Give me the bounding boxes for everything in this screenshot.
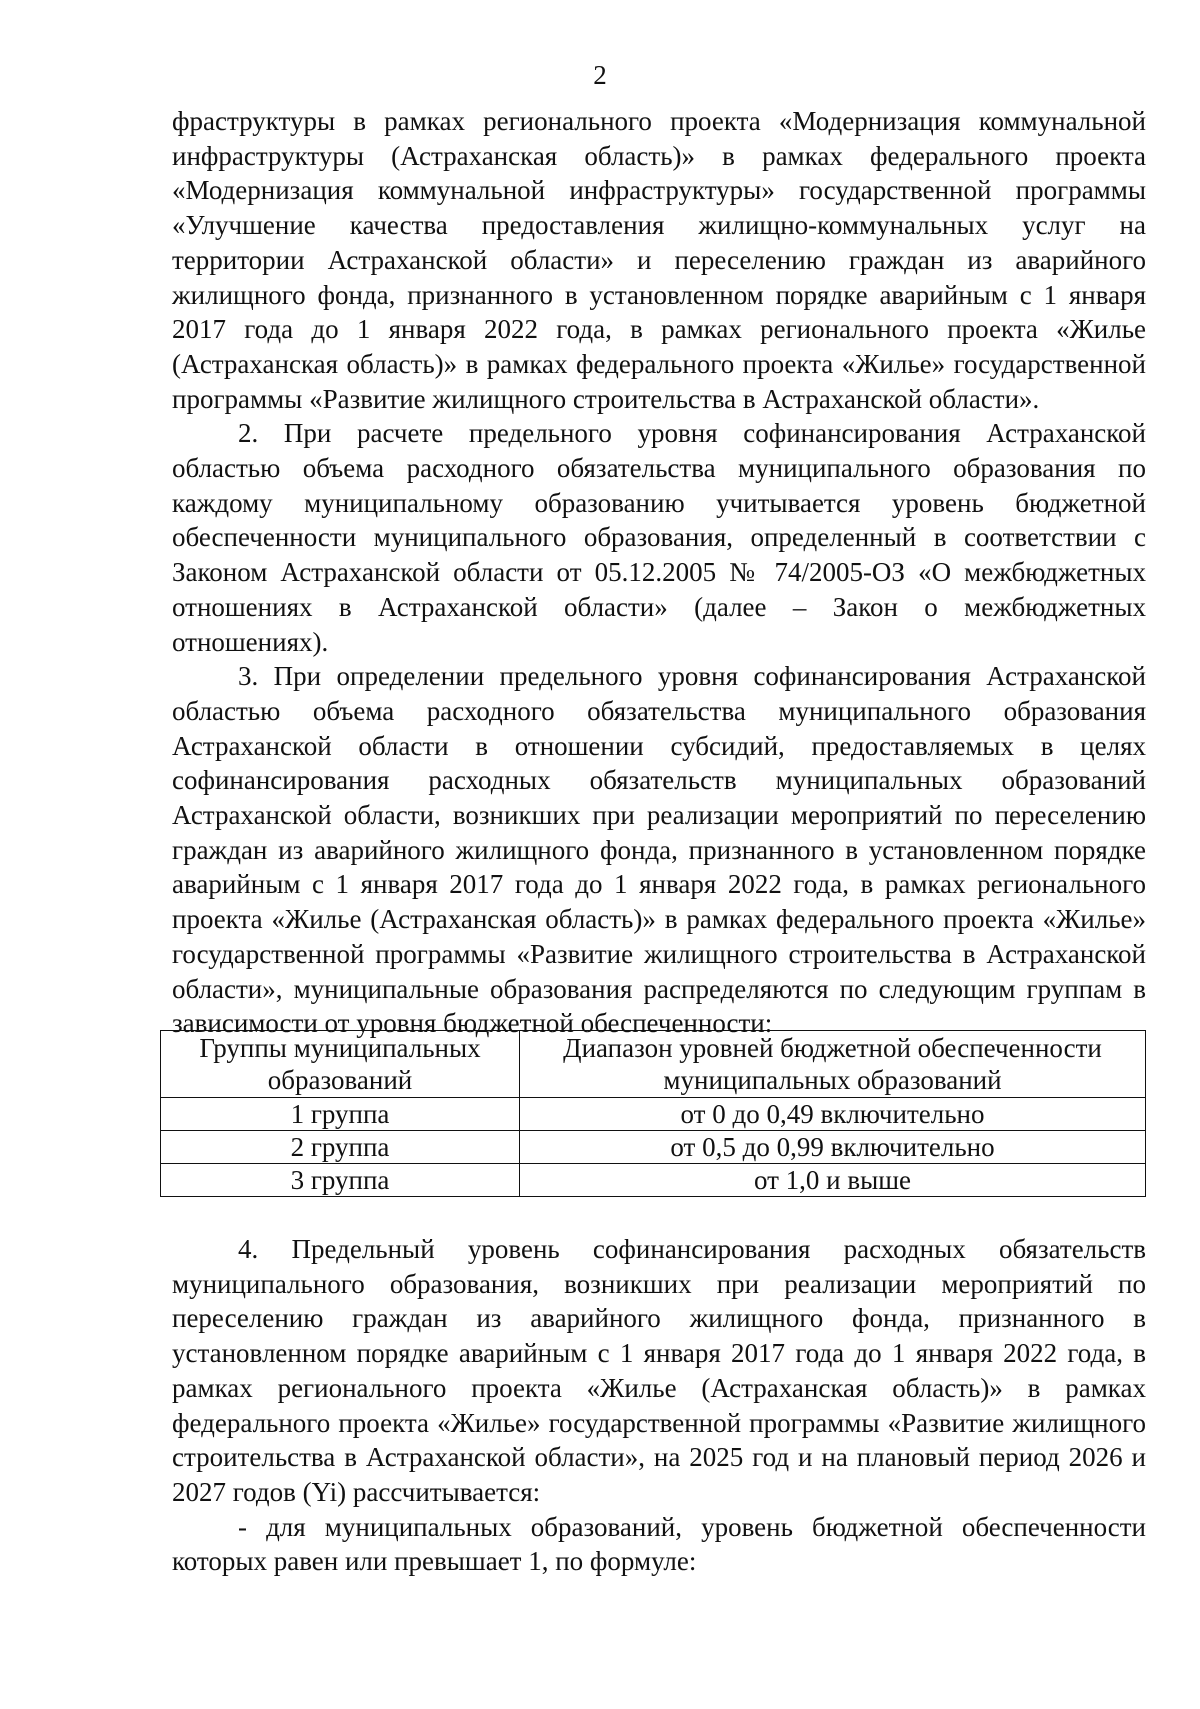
paragraph-5: - для муниципальных образований, уровень бюджетной обеспеченности которых равен или превышает 1, по формуле: xyxy=(172,1511,1146,1577)
body-text-lower xyxy=(172,1232,1146,1579)
budget-groups-table-wrap xyxy=(160,1030,1146,1197)
table-row xyxy=(161,1098,1146,1131)
table-row xyxy=(161,1164,1146,1197)
paragraph-4: 4. Предельный уровень софинансирования расходных обязательств муниципального образования, возникших при реализации мероприятий по переселению граждан из аварийного жилищного фонда, признанного в установленном порядке аварийным с 1 января 2017 года до 1 января 2022 года, в рамках регионального проекта «Жилье (Астраханская область)» в рамках федерального проекта «Жилье» государственной программы «Развитие жилищного строительства в Астраханской области», на 2025 год и на плановый период 2026 и 2027 годов (Yi) рассчитывается: xyxy=(172,1234,1146,1507)
budget-groups-table xyxy=(160,1030,1146,1197)
paragraph-2: 2. При расчете предельного уровня софинансирования Астраханской областью объема расходного обязательства муниципального образования по каждому муниципальному образованию учитывается уровень бюджетной обеспеченности муниципального образования, определенный в соответствии с Законом Астраханской области от 05.12.2005 № 74/2005-ОЗ «О межбюджетных отношениях в Астраханской области» (далее – Закон о межбюджетных отношениях). xyxy=(172,418,1146,657)
paragraph-3: 3. При определении предельного уровня софинансирования Астраханской областью объема расходного обязательства муниципального образования Астраханской области в отношении субсидий, предоставляемых в целях софинансирования расходных обязательств муниципальных образований Астраханской области, возникших при реализации мероприятий по переселению граждан из аварийного жилищного фонда, признанного в установленном порядке аварийным с 1 января 2017 года до 1 января 2022 года, в рамках регионального проекта «Жилье (Астраханская область)» в рамках федерального проекта «Жилье» государственной программы «Развитие жилищного строительства в Астраханской области», муниципальные образования распределяются по следующим группам в зависимости от уровня бюджетной обеспеченности: xyxy=(172,661,1146,1039)
table-header-range: Диапазон уровней бюджетной обеспеченности муниципальных образований xyxy=(520,1031,1146,1098)
page-number: 2 xyxy=(593,60,607,90)
body-text-upper xyxy=(172,104,1146,1041)
table-header-row xyxy=(161,1031,1146,1098)
table-cell-group: 1 группа xyxy=(161,1098,520,1131)
paragraph-1: фраструктуры в рамках регионального проекта «Модернизация коммунальной инфраструктуры (Астраханская область)» в рамках федерального проекта «Модернизация коммунальной инфраструктуры» государственной программы «Улучшение качества предоставления жилищно-коммунальных услуг на территории Астраханской области» и переселению граждан из аварийного жилищного фонда, признанного в установленном порядке аварийным с 1 января 2017 года до 1 января 2022 года, в рамках регионального проекта «Жилье (Астраханская область)» в рамках федерального проекта «Жилье» государственной программы «Развитие жилищного строительства в Астраханской области». xyxy=(172,106,1146,414)
table-cell-group: 2 группа xyxy=(161,1131,520,1164)
table-cell-range: от 0,5 до 0,99 включительно xyxy=(520,1131,1146,1164)
table-header-groups: Группы муниципальных образований xyxy=(161,1031,520,1098)
table-row xyxy=(161,1131,1146,1164)
table-cell-group: 3 группа xyxy=(161,1164,520,1197)
table-cell-range: от 1,0 и выше xyxy=(520,1164,1146,1197)
table-cell-range: от 0 до 0,49 включительно xyxy=(520,1098,1146,1131)
